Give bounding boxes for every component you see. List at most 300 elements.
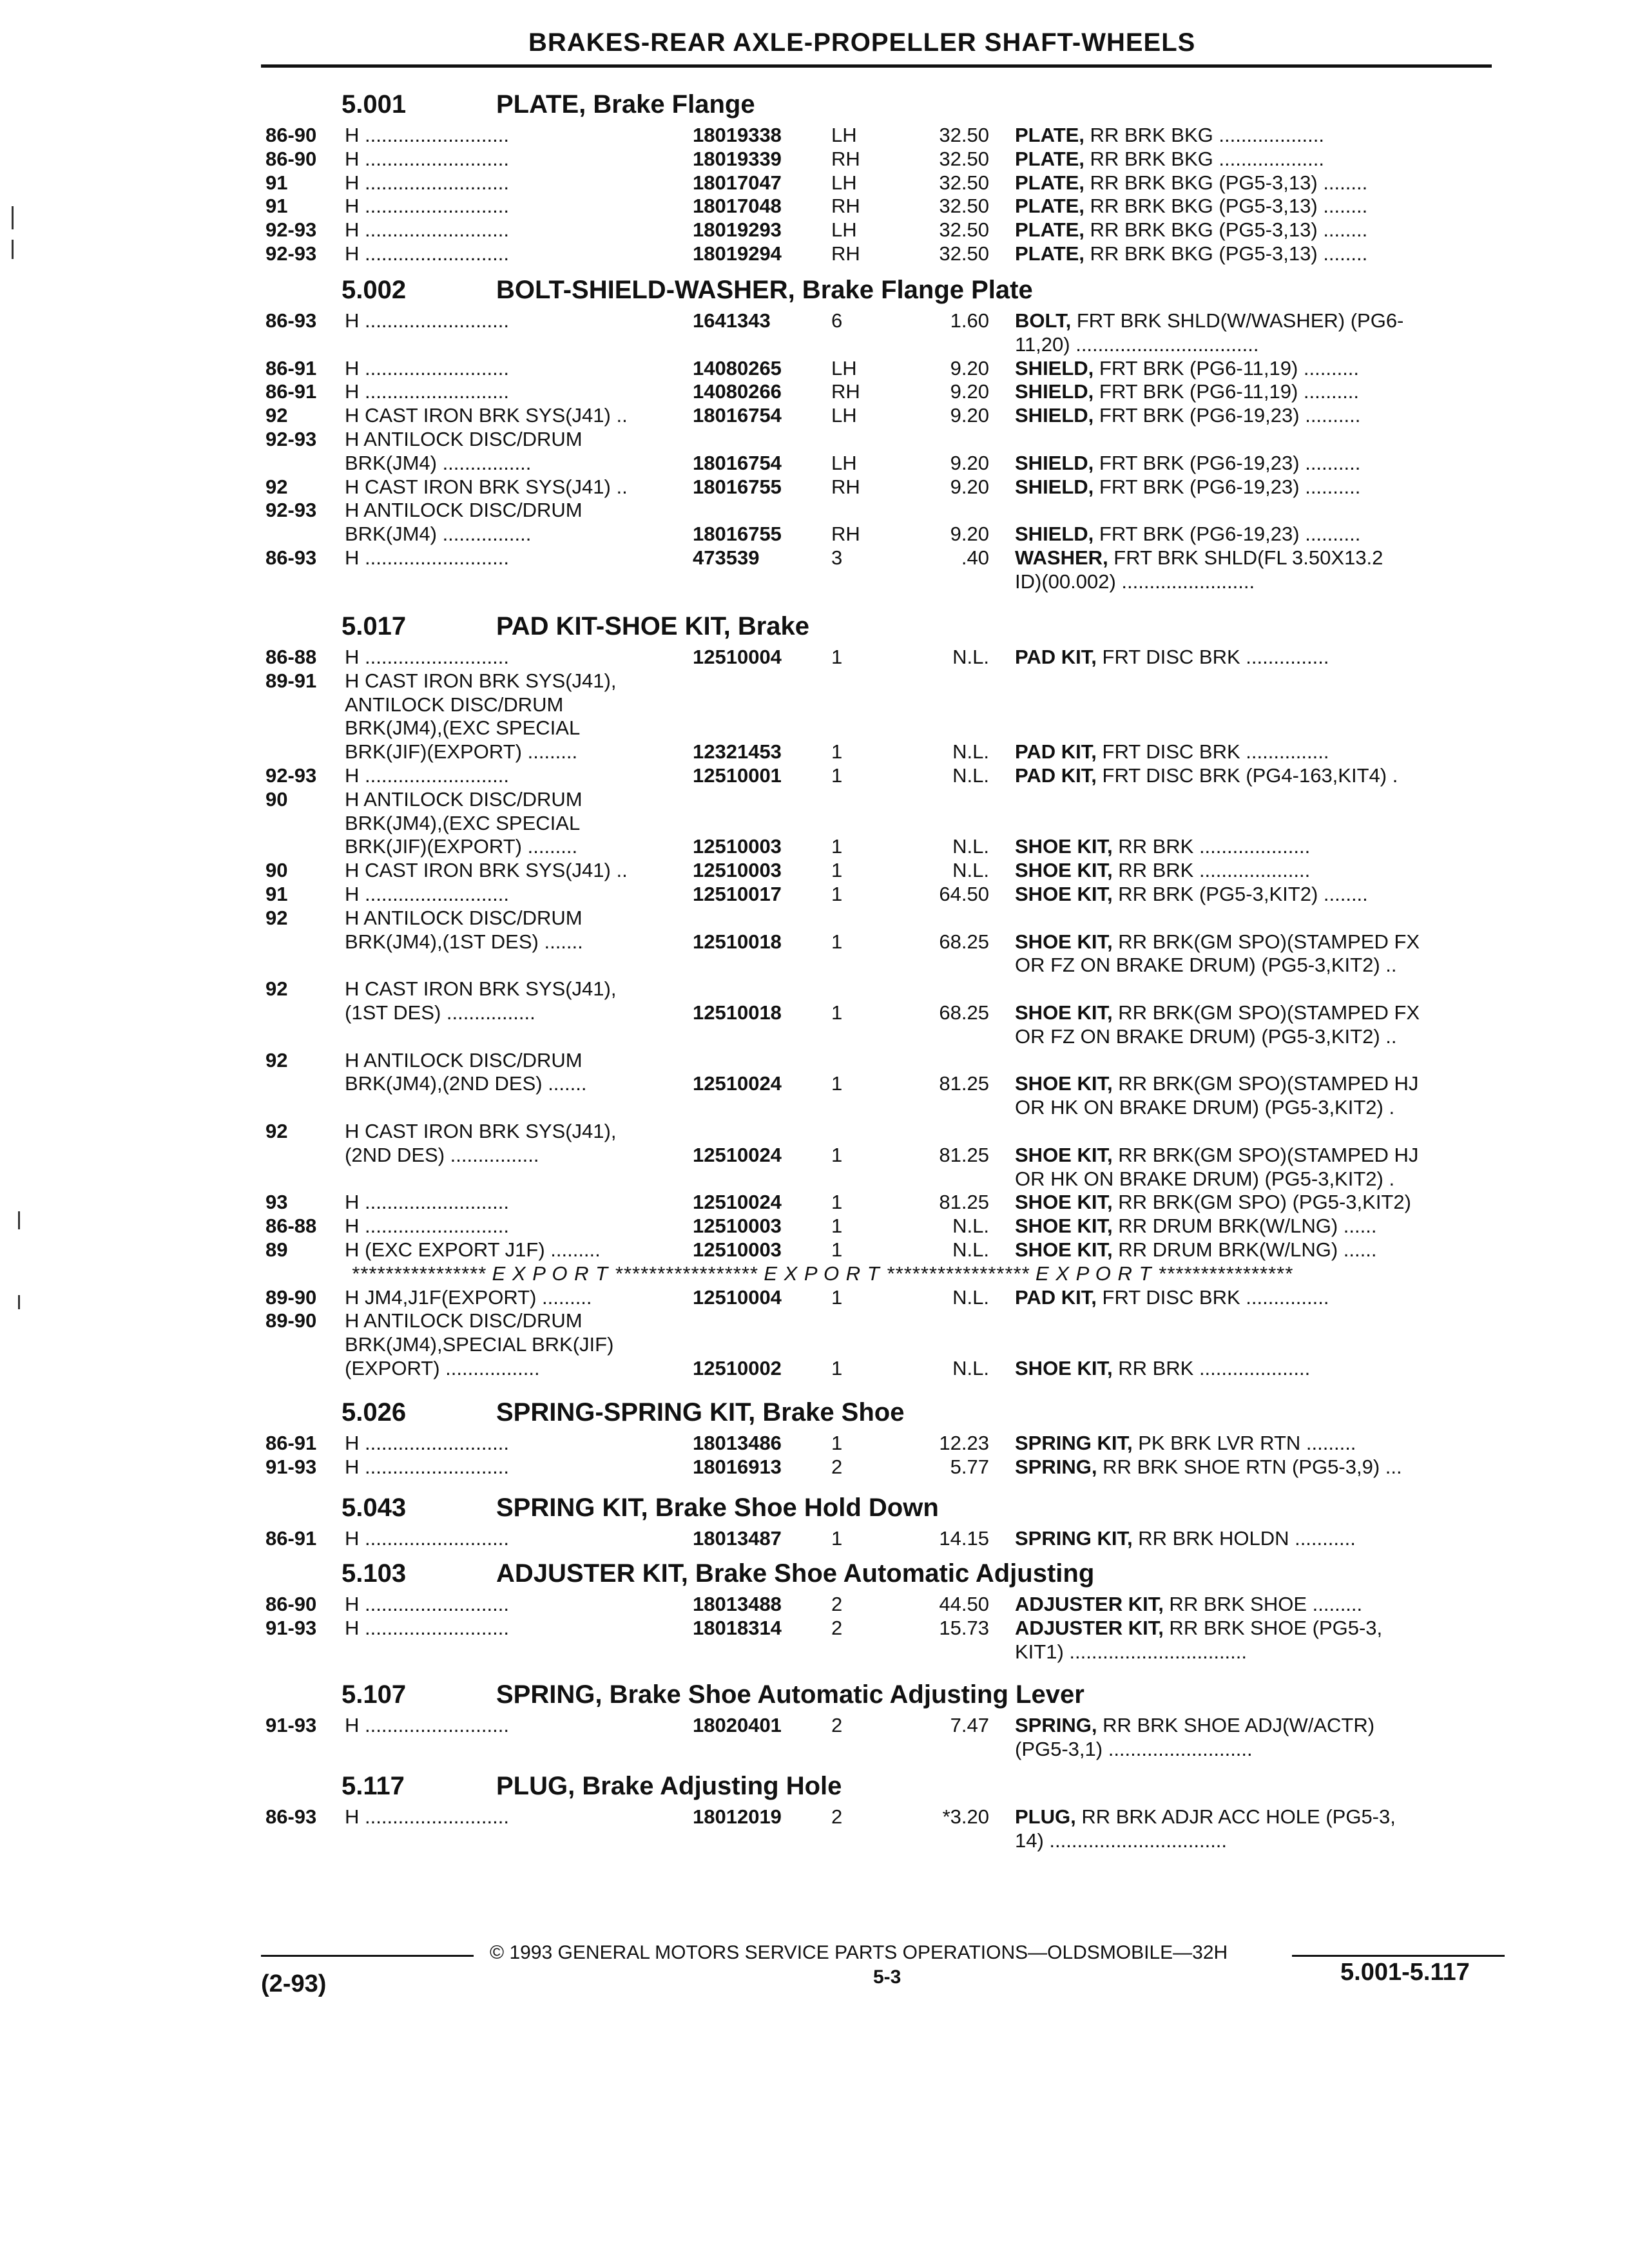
price: N.L. <box>952 1285 989 1309</box>
price: N.L. <box>952 1357 989 1379</box>
model-years: 90 <box>265 859 288 882</box>
quantity-or-side: 1 <box>831 883 843 905</box>
margin-mark <box>12 206 14 229</box>
part-number: 18013488 <box>693 1593 782 1615</box>
section-title: SPRING KIT, Brake Shoe Hold Down <box>496 1494 939 1522</box>
part-name <box>1015 1738 1492 1761</box>
price: 32.50 <box>939 171 989 194</box>
model-years: 89-90 <box>265 1285 317 1309</box>
quantity-or-side: LH <box>831 171 857 194</box>
part-name-key: SHOE KIT, <box>1015 859 1113 882</box>
quantity-or-side: 1 <box>831 1527 843 1550</box>
model-years: 92 <box>265 1048 288 1072</box>
part-name-key: ADJUSTER KIT, <box>1015 1593 1164 1615</box>
price: 5.77 <box>950 1455 989 1478</box>
quantity-or-side: 2 <box>831 1616 843 1639</box>
price: 68.25 <box>939 930 989 953</box>
usage-description: H .......................... <box>345 1432 509 1454</box>
model-years: 86-91 <box>265 1432 317 1454</box>
part-name-detail: RR BRK BKG ................... <box>1084 124 1325 146</box>
part-name <box>1015 452 1492 475</box>
part-name-key: PLATE, <box>1015 242 1084 265</box>
part-name-detail: RR BRK(GM SPO)(STAMPED HJ <box>1112 1143 1419 1166</box>
part-name-key: SHIELD, <box>1015 475 1094 498</box>
usage-description: H .......................... <box>345 764 509 787</box>
quantity-or-side: LH <box>831 451 857 474</box>
section-title: PLUG, Brake Adjusting Hole <box>496 1772 842 1800</box>
part-name-detail: RR BRK .................... <box>1112 1357 1311 1379</box>
part-name-detail: FRT BRK (PG6-19,23) .......... <box>1094 451 1361 474</box>
part-number: 12510024 <box>693 1072 782 1095</box>
part-name <box>1015 930 1492 954</box>
quantity-or-side: LH <box>831 218 857 242</box>
part-name <box>1015 171 1492 195</box>
part-name-key: SHOE KIT, <box>1015 1143 1113 1166</box>
margin-mark <box>18 1211 20 1229</box>
part-name <box>1015 1357 1492 1380</box>
part-number: 18019293 <box>693 218 782 242</box>
model-years: 91 <box>265 195 288 218</box>
part-name-detail: RR BRK(GM SPO)(STAMPED FX <box>1112 1001 1420 1024</box>
price: 32.50 <box>939 195 989 218</box>
section-number: 5.017 <box>342 612 407 640</box>
part-number: 12510003 <box>693 835 782 858</box>
part-name-detail: FRT BRK (PG6-19,23) .......... <box>1094 404 1361 427</box>
part-name-key: BOLT, <box>1015 309 1072 332</box>
model-years: 86-90 <box>265 147 317 170</box>
part-name <box>1015 1238 1492 1262</box>
header-rule <box>261 64 1492 68</box>
part-name <box>1015 476 1492 499</box>
part-name <box>1015 1829 1492 1852</box>
part-name-detail: RR BRK HOLDN ........... <box>1132 1527 1356 1550</box>
part-name-key: PLATE, <box>1015 147 1084 170</box>
quantity-or-side: 1 <box>831 835 843 858</box>
model-years: 91-93 <box>265 1616 317 1639</box>
margin-mark <box>12 240 14 259</box>
usage-description: H .......................... <box>345 1455 509 1478</box>
part-name-detail: FRT BRK (PG6-19,23) .......... <box>1094 523 1361 546</box>
part-number: 14080265 <box>693 356 782 380</box>
page-title: BRAKES-REAR AXLE-PROPELLER SHAFT-WHEELS <box>528 28 1196 57</box>
price: 15.73 <box>939 1616 989 1639</box>
model-years: 86-88 <box>265 646 317 668</box>
price: *3.20 <box>942 1805 989 1828</box>
part-name-key: SHIELD, <box>1015 451 1094 474</box>
usage-description: H .......................... <box>345 546 509 569</box>
part-name <box>1015 1286 1492 1309</box>
usage-description: BRK(JM4),SPECIAL BRK(JIF) <box>345 1333 614 1356</box>
usage-description: H .......................... <box>345 1215 509 1238</box>
usage-description: H ANTILOCK DISC/DRUM <box>345 787 583 811</box>
part-name-key: WASHER, <box>1015 546 1108 569</box>
part-name-detail: FRT BRK (PG6-11,19) .......... <box>1094 380 1360 403</box>
part-number: 18019338 <box>693 124 782 146</box>
quantity-or-side: 3 <box>831 546 843 569</box>
usage-description: H .......................... <box>345 1593 509 1615</box>
part-name-key: SHOE KIT, <box>1015 1001 1113 1024</box>
usage-description: H ANTILOCK DISC/DRUM <box>345 499 583 522</box>
part-name-detail: 11,20) ................................. <box>1015 332 1259 356</box>
part-number: 18016913 <box>693 1455 782 1478</box>
quantity-or-side: 1 <box>831 1285 843 1309</box>
price: 68.25 <box>939 1001 989 1024</box>
model-years: 86-93 <box>265 546 317 569</box>
price: 9.20 <box>950 523 989 546</box>
part-name-key: SPRING, <box>1015 1455 1097 1478</box>
model-years: 92-93 <box>265 428 317 450</box>
part-name-detail: OR HK ON BRAKE DRUM) (PG5-3,KIT2) . <box>1015 1096 1395 1119</box>
model-years: 86-93 <box>265 1805 317 1828</box>
usage-description: H CAST IRON BRK SYS(J41), <box>345 977 617 1001</box>
price: 81.25 <box>939 1143 989 1166</box>
usage-description: BRK(JM4) ................ <box>345 451 532 474</box>
usage-description: H .......................... <box>345 171 509 194</box>
price: N.L. <box>952 859 989 882</box>
usage-description: H .......................... <box>345 646 509 668</box>
usage-description: H .......................... <box>345 883 509 905</box>
part-name-key: SHOE KIT, <box>1015 883 1113 905</box>
part-name <box>1015 1617 1492 1640</box>
price: 32.50 <box>939 147 989 170</box>
usage-description: (EXPORT) ................. <box>345 1357 540 1379</box>
part-name-key: SPRING KIT, <box>1015 1432 1133 1454</box>
price: 32.50 <box>939 218 989 242</box>
quantity-or-side: 2 <box>831 1455 843 1478</box>
part-name <box>1015 570 1492 593</box>
part-number: 12510001 <box>693 764 782 787</box>
usage-description: BRK(JM4),(2ND DES) ....... <box>345 1072 587 1095</box>
part-name <box>1015 1001 1492 1024</box>
part-name-key: SHIELD, <box>1015 404 1094 427</box>
part-name <box>1015 242 1492 265</box>
usage-description: H .......................... <box>345 147 509 170</box>
model-years: 90 <box>265 787 288 811</box>
section-title: PAD KIT-SHOE KIT, Brake <box>496 612 810 640</box>
price: 64.50 <box>939 883 989 905</box>
usage-description: H CAST IRON BRK SYS(J41) .. <box>345 404 628 427</box>
part-name-key: PLATE, <box>1015 171 1084 194</box>
price: 9.20 <box>950 404 989 427</box>
section-title: BOLT-SHIELD-WASHER, Brake Flange Plate <box>496 276 1033 304</box>
part-name-detail: FRT DISC BRK (PG4-163,KIT4) . <box>1096 764 1398 787</box>
part-number: 12321453 <box>693 740 782 764</box>
usage-description: H ANTILOCK DISC/DRUM <box>345 428 583 450</box>
price: 9.20 <box>950 475 989 498</box>
part-number: 18016754 <box>693 404 782 427</box>
usage-description: BRK(JM4),(1ST DES) ....... <box>345 930 583 953</box>
part-name-detail: FRT BRK (PG6-19,23) .......... <box>1094 475 1361 498</box>
model-years: 92-93 <box>265 242 317 265</box>
usage-description: H ANTILOCK DISC/DRUM <box>345 906 583 929</box>
footer-bar <box>261 1938 1505 1964</box>
price: 32.50 <box>939 242 989 265</box>
part-name-detail: RR BRK .................... <box>1112 835 1311 858</box>
model-years: 92 <box>265 1120 288 1142</box>
section-number: 5.043 <box>342 1494 407 1522</box>
price: 81.25 <box>939 1191 989 1214</box>
export-separator: **************** E X P O R T ***************** E X P O R T ***************** E X P O R T **************** <box>351 1262 1293 1285</box>
section-title: SPRING-SPRING KIT, Brake Shoe <box>496 1398 905 1427</box>
model-years: 92 <box>265 475 288 498</box>
part-number: 473539 <box>693 546 760 569</box>
part-name-key: SHIELD, <box>1015 523 1094 546</box>
usage-description: H .......................... <box>345 124 509 146</box>
price: N.L. <box>952 1215 989 1238</box>
part-name-key: PAD KIT, <box>1015 740 1097 764</box>
section-number: 5.002 <box>342 276 407 304</box>
usage-description: BRK(JM4) ................ <box>345 523 532 546</box>
quantity-or-side: 1 <box>831 1432 843 1454</box>
quantity-or-side: 1 <box>831 1143 843 1166</box>
usage-description: H .......................... <box>345 195 509 218</box>
part-number: 12510024 <box>693 1191 782 1214</box>
quantity-or-side: LH <box>831 356 857 380</box>
part-name-key: SHOE KIT, <box>1015 1191 1113 1214</box>
quantity-or-side: RH <box>831 147 860 170</box>
usage-description: H ANTILOCK DISC/DRUM <box>345 1309 583 1332</box>
part-name <box>1015 124 1492 147</box>
part-number: 14080266 <box>693 380 782 403</box>
quantity-or-side: 1 <box>831 1215 843 1238</box>
part-name <box>1015 1805 1492 1829</box>
part-name-key: ADJUSTER KIT, <box>1015 1616 1164 1639</box>
part-name-key: SHOE KIT, <box>1015 835 1113 858</box>
part-name <box>1015 523 1492 546</box>
price: 81.25 <box>939 1072 989 1095</box>
part-name <box>1015 835 1492 858</box>
usage-description: (1ST DES) ................ <box>345 1001 535 1024</box>
footer-section-range: 5.001-5.117 <box>1340 1959 1470 1986</box>
usage-description: H .......................... <box>345 242 509 265</box>
part-name-key: SHIELD, <box>1015 380 1094 403</box>
part-name <box>1015 1191 1492 1214</box>
model-years: 91 <box>265 171 288 194</box>
model-years: 86-88 <box>265 1215 317 1238</box>
part-name-key: SHOE KIT, <box>1015 1215 1113 1238</box>
price: N.L. <box>952 835 989 858</box>
footer-page-number: 5-3 <box>873 1966 901 1988</box>
usage-description: H .......................... <box>345 1805 509 1828</box>
section-title: PLATE, Brake Flange <box>496 90 755 119</box>
model-years: 92 <box>265 404 288 427</box>
part-name <box>1015 1640 1492 1664</box>
section-number: 5.117 <box>342 1772 405 1800</box>
part-name-detail: RR BRK ADJR ACC HOLE (PG5-3, <box>1075 1805 1396 1828</box>
part-number: 18016755 <box>693 523 782 546</box>
part-name <box>1015 333 1492 356</box>
part-number: 12510018 <box>693 1001 782 1024</box>
usage-description: BRK(JIF)(EXPORT) ......... <box>345 740 578 764</box>
part-number: 18017048 <box>693 195 782 218</box>
part-name-detail: (PG5-3,1) .......................... <box>1015 1737 1253 1760</box>
part-name <box>1015 148 1492 171</box>
part-name-detail: PK BRK LVR RTN ......... <box>1132 1432 1356 1454</box>
section-title: ADJUSTER KIT, Brake Shoe Automatic Adjusting <box>496 1559 1095 1588</box>
usage-description: H .......................... <box>345 1191 509 1214</box>
usage-description: (2ND DES) ................ <box>345 1143 539 1166</box>
usage-description: H .......................... <box>345 218 509 242</box>
part-name <box>1015 546 1492 570</box>
part-name-key: PLUG, <box>1015 1805 1076 1828</box>
footer-rule <box>261 1955 474 1957</box>
part-name-detail: RR BRK(GM SPO) (PG5-3,KIT2) <box>1112 1191 1411 1214</box>
footer-date: (2-93) <box>261 1970 327 1997</box>
model-years: 92-93 <box>265 499 317 522</box>
part-number: 18019294 <box>693 242 782 265</box>
part-name-detail: RR BRK SHOE ......... <box>1163 1593 1363 1615</box>
part-name-key: SPRING, <box>1015 1714 1097 1736</box>
price: 32.50 <box>939 124 989 146</box>
part-name <box>1015 883 1492 906</box>
part-name-detail: RR BRK (PG5-3,KIT2) ........ <box>1112 883 1368 905</box>
part-number: 12510018 <box>693 930 782 953</box>
part-name-detail: OR HK ON BRAKE DRUM) (PG5-3,KIT2) . <box>1015 1167 1395 1190</box>
model-years: 92-93 <box>265 218 317 242</box>
part-number: 1641343 <box>693 309 771 332</box>
model-years: 92 <box>265 906 288 929</box>
quantity-or-side: 1 <box>831 1072 843 1095</box>
part-name-detail: RR BRK BKG (PG5-3,13) ........ <box>1084 242 1368 265</box>
quantity-or-side: 2 <box>831 1805 843 1828</box>
price: 12.23 <box>939 1432 989 1454</box>
part-name-key: SPRING KIT, <box>1015 1527 1133 1550</box>
price: 1.60 <box>950 309 989 332</box>
part-number: 12510004 <box>693 1285 782 1309</box>
part-number: 18018314 <box>693 1616 782 1639</box>
usage-description: H ANTILOCK DISC/DRUM <box>345 1048 583 1072</box>
part-name <box>1015 859 1492 882</box>
quantity-or-side: 1 <box>831 1357 843 1379</box>
quantity-or-side: 2 <box>831 1593 843 1615</box>
price: N.L. <box>952 1238 989 1261</box>
part-name <box>1015 309 1492 332</box>
quantity-or-side: 1 <box>831 1238 843 1261</box>
part-number: 18016755 <box>693 475 782 498</box>
price: 9.20 <box>950 356 989 380</box>
part-number: 18013486 <box>693 1432 782 1454</box>
price: N.L. <box>952 764 989 787</box>
part-name-detail: RR BRK BKG (PG5-3,13) ........ <box>1084 171 1368 194</box>
part-name-detail: RR BRK BKG (PG5-3,13) ........ <box>1084 218 1368 242</box>
part-name-key: SHOE KIT, <box>1015 930 1113 953</box>
part-name-detail: ID)(00.002) ........................ <box>1015 570 1255 593</box>
quantity-or-side: RH <box>831 242 860 265</box>
part-name <box>1015 1072 1492 1095</box>
part-name-detail: FRT DISC BRK ............... <box>1096 1285 1329 1309</box>
model-years: 86-90 <box>265 1593 317 1615</box>
model-years: 93 <box>265 1191 288 1214</box>
usage-description: H JM4,J1F(EXPORT) ......... <box>345 1285 592 1309</box>
usage-description: H .......................... <box>345 309 509 332</box>
quantity-or-side: 1 <box>831 764 843 787</box>
part-name-detail: RR BRK BKG (PG5-3,13) ........ <box>1084 195 1368 218</box>
part-name-detail: RR DRUM BRK(W/LNG) ...... <box>1112 1238 1377 1261</box>
part-name-detail: RR BRK SHOE ADJ(W/ACTR) <box>1097 1714 1375 1736</box>
margin-mark <box>18 1295 20 1309</box>
price: N.L. <box>952 646 989 668</box>
part-name-detail: OR FZ ON BRAKE DRUM) (PG5-3,KIT2) .. <box>1015 954 1397 977</box>
part-name <box>1015 380 1492 403</box>
part-name-key: SHOE KIT, <box>1015 1238 1113 1261</box>
quantity-or-side: 1 <box>831 930 843 953</box>
model-years: 91 <box>265 883 288 905</box>
part-name <box>1015 404 1492 427</box>
price: .40 <box>961 546 989 569</box>
quantity-or-side: LH <box>831 404 857 427</box>
part-number: 12510003 <box>693 859 782 882</box>
part-number: 12510017 <box>693 883 782 905</box>
part-number: 12510002 <box>693 1357 782 1379</box>
part-name-detail: RR BRK SHOE (PG5-3, <box>1163 1616 1383 1639</box>
part-name-key: PLATE, <box>1015 218 1084 242</box>
part-number: 12510003 <box>693 1215 782 1238</box>
part-number: 18012019 <box>693 1805 782 1828</box>
quantity-or-side: 1 <box>831 1001 843 1024</box>
model-years: 86-91 <box>265 356 317 380</box>
part-name-detail: FRT BRK SHLD(W/WASHER) (PG6- <box>1071 309 1404 332</box>
part-name <box>1015 357 1492 380</box>
price: 44.50 <box>939 1593 989 1615</box>
usage-description: BRK(JIF)(EXPORT) ......... <box>345 835 578 858</box>
quantity-or-side: RH <box>831 475 860 498</box>
part-name <box>1015 1714 1492 1737</box>
part-name <box>1015 740 1492 764</box>
part-name-key: SHIELD, <box>1015 356 1094 380</box>
section-number: 5.026 <box>342 1398 407 1427</box>
part-name-key: SHOE KIT, <box>1015 1357 1113 1379</box>
usage-description: H CAST IRON BRK SYS(J41), <box>345 1120 617 1142</box>
model-years: 91-93 <box>265 1455 317 1478</box>
part-name-key: PAD KIT, <box>1015 764 1097 787</box>
part-name-detail: FRT BRK (PG6-11,19) .......... <box>1094 356 1360 380</box>
part-name-detail: RR BRK(GM SPO)(STAMPED FX <box>1112 930 1420 953</box>
part-name-key: PAD KIT, <box>1015 1285 1097 1309</box>
model-years: 92-93 <box>265 764 317 787</box>
model-years: 86-90 <box>265 124 317 146</box>
part-name <box>1015 646 1492 669</box>
quantity-or-side: RH <box>831 195 860 218</box>
section-number: 5.107 <box>342 1680 407 1709</box>
part-name <box>1015 1456 1492 1479</box>
section-title: SPRING, Brake Shoe Automatic Adjusting Lever <box>496 1680 1084 1709</box>
quantity-or-side: RH <box>831 523 860 546</box>
quantity-or-side: 1 <box>831 859 843 882</box>
part-name <box>1015 1168 1492 1191</box>
usage-description: H CAST IRON BRK SYS(J41) .. <box>345 859 628 882</box>
quantity-or-side: 6 <box>831 309 843 332</box>
quantity-or-side: 1 <box>831 646 843 668</box>
price: 7.47 <box>950 1714 989 1736</box>
footer-copyright: © 1993 GENERAL MOTORS SERVICE PARTS OPERATIONS—OLDSMOBILE—32H <box>490 1942 1228 1963</box>
model-years: 89 <box>265 1238 288 1261</box>
usage-description: H .......................... <box>345 356 509 380</box>
price: 9.20 <box>950 451 989 474</box>
section-number: 5.001 <box>342 90 407 119</box>
part-name <box>1015 1096 1492 1119</box>
quantity-or-side: 1 <box>831 1191 843 1214</box>
part-name <box>1015 954 1492 977</box>
part-name-detail: RR BRK SHOE RTN (PG5-3,9) ... <box>1097 1455 1402 1478</box>
part-name-detail: FRT BRK SHLD(FL 3.50X13.2 <box>1108 546 1383 569</box>
usage-description: ANTILOCK DISC/DRUM <box>345 693 564 716</box>
part-number: 18016754 <box>693 451 782 474</box>
part-name <box>1015 1593 1492 1616</box>
part-name <box>1015 195 1492 218</box>
part-name-key: PAD KIT, <box>1015 646 1097 668</box>
footer-rule <box>1292 1955 1505 1957</box>
part-number: 18020401 <box>693 1714 782 1736</box>
